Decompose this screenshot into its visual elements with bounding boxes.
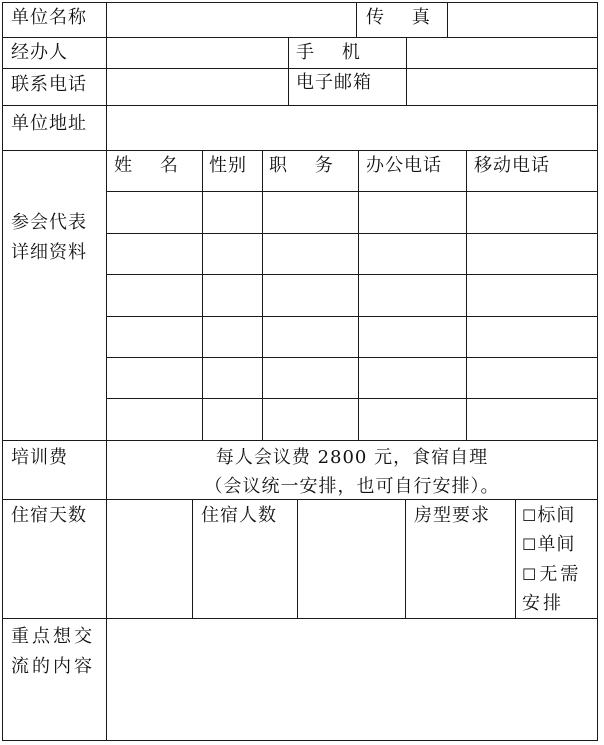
email-label: 电子邮箱	[296, 72, 372, 93]
border-line	[2, 2, 3, 741]
contact-phone-field[interactable]	[107, 69, 288, 105]
mobile-field[interactable]	[407, 38, 597, 68]
col-header-office-phone: 办公电话	[366, 155, 442, 176]
contact-phone-label: 联系电话	[11, 74, 87, 95]
room-option-standard-label: 标间	[537, 505, 576, 526]
training-fee-label: 培训费	[11, 447, 68, 468]
stay-people-label: 住宿人数	[201, 505, 277, 526]
stay-days-field[interactable]	[107, 500, 192, 618]
fax-field[interactable]	[448, 3, 597, 37]
topics-label: 重点想交流的内容	[11, 626, 95, 677]
unit-name-field[interactable]	[107, 3, 356, 37]
col-header-mobile-phone: 移动电话	[474, 155, 550, 176]
fax-label: 传 真	[366, 7, 431, 28]
fee-line-2: （会议统一安排，也可自行安排）。	[204, 476, 500, 497]
unit-name-label: 单位名称	[11, 7, 87, 28]
border-line	[2, 150, 598, 151]
stay-days-label: 住宿天数	[11, 505, 87, 526]
topics-field[interactable]	[107, 619, 597, 740]
room-option-single-label: 单间	[537, 534, 576, 555]
room-type-label: 房型要求	[414, 505, 490, 526]
email-field[interactable]	[407, 69, 597, 105]
room-option-single[interactable]	[522, 535, 575, 555]
border-line	[597, 2, 598, 741]
checkbox-icon[interactable]: ☐	[522, 565, 540, 584]
border-line	[288, 37, 289, 105]
checkbox-icon[interactable]: ☐	[522, 506, 538, 525]
stay-people-field[interactable]	[298, 500, 405, 618]
unit-address-field[interactable]	[107, 106, 597, 150]
checkbox-icon[interactable]: ☐	[522, 535, 538, 554]
room-option-none[interactable]	[522, 560, 592, 618]
mobile-label: 手 机	[296, 42, 361, 63]
col-header-name: 姓 名	[114, 155, 179, 176]
border-line	[2, 740, 598, 741]
col-header-position: 职 务	[269, 155, 334, 176]
border-line	[2, 440, 598, 441]
room-option-none-label: 无需安排	[522, 564, 582, 614]
border-line	[515, 499, 516, 618]
border-line	[192, 499, 193, 618]
unit-address-label: 单位地址	[11, 113, 87, 134]
room-option-standard[interactable]	[522, 506, 575, 526]
border-line	[405, 499, 406, 618]
border-line	[356, 2, 357, 37]
handler-label: 经办人	[11, 42, 68, 63]
handler-field[interactable]	[107, 38, 288, 68]
delegate-table-body[interactable]	[107, 192, 597, 440]
fee-line-1: 每人会议费 2800 元，食宿自理	[215, 447, 489, 468]
col-header-gender: 性别	[209, 155, 247, 176]
delegate-info-label: 参会代表详细资料	[11, 212, 87, 263]
